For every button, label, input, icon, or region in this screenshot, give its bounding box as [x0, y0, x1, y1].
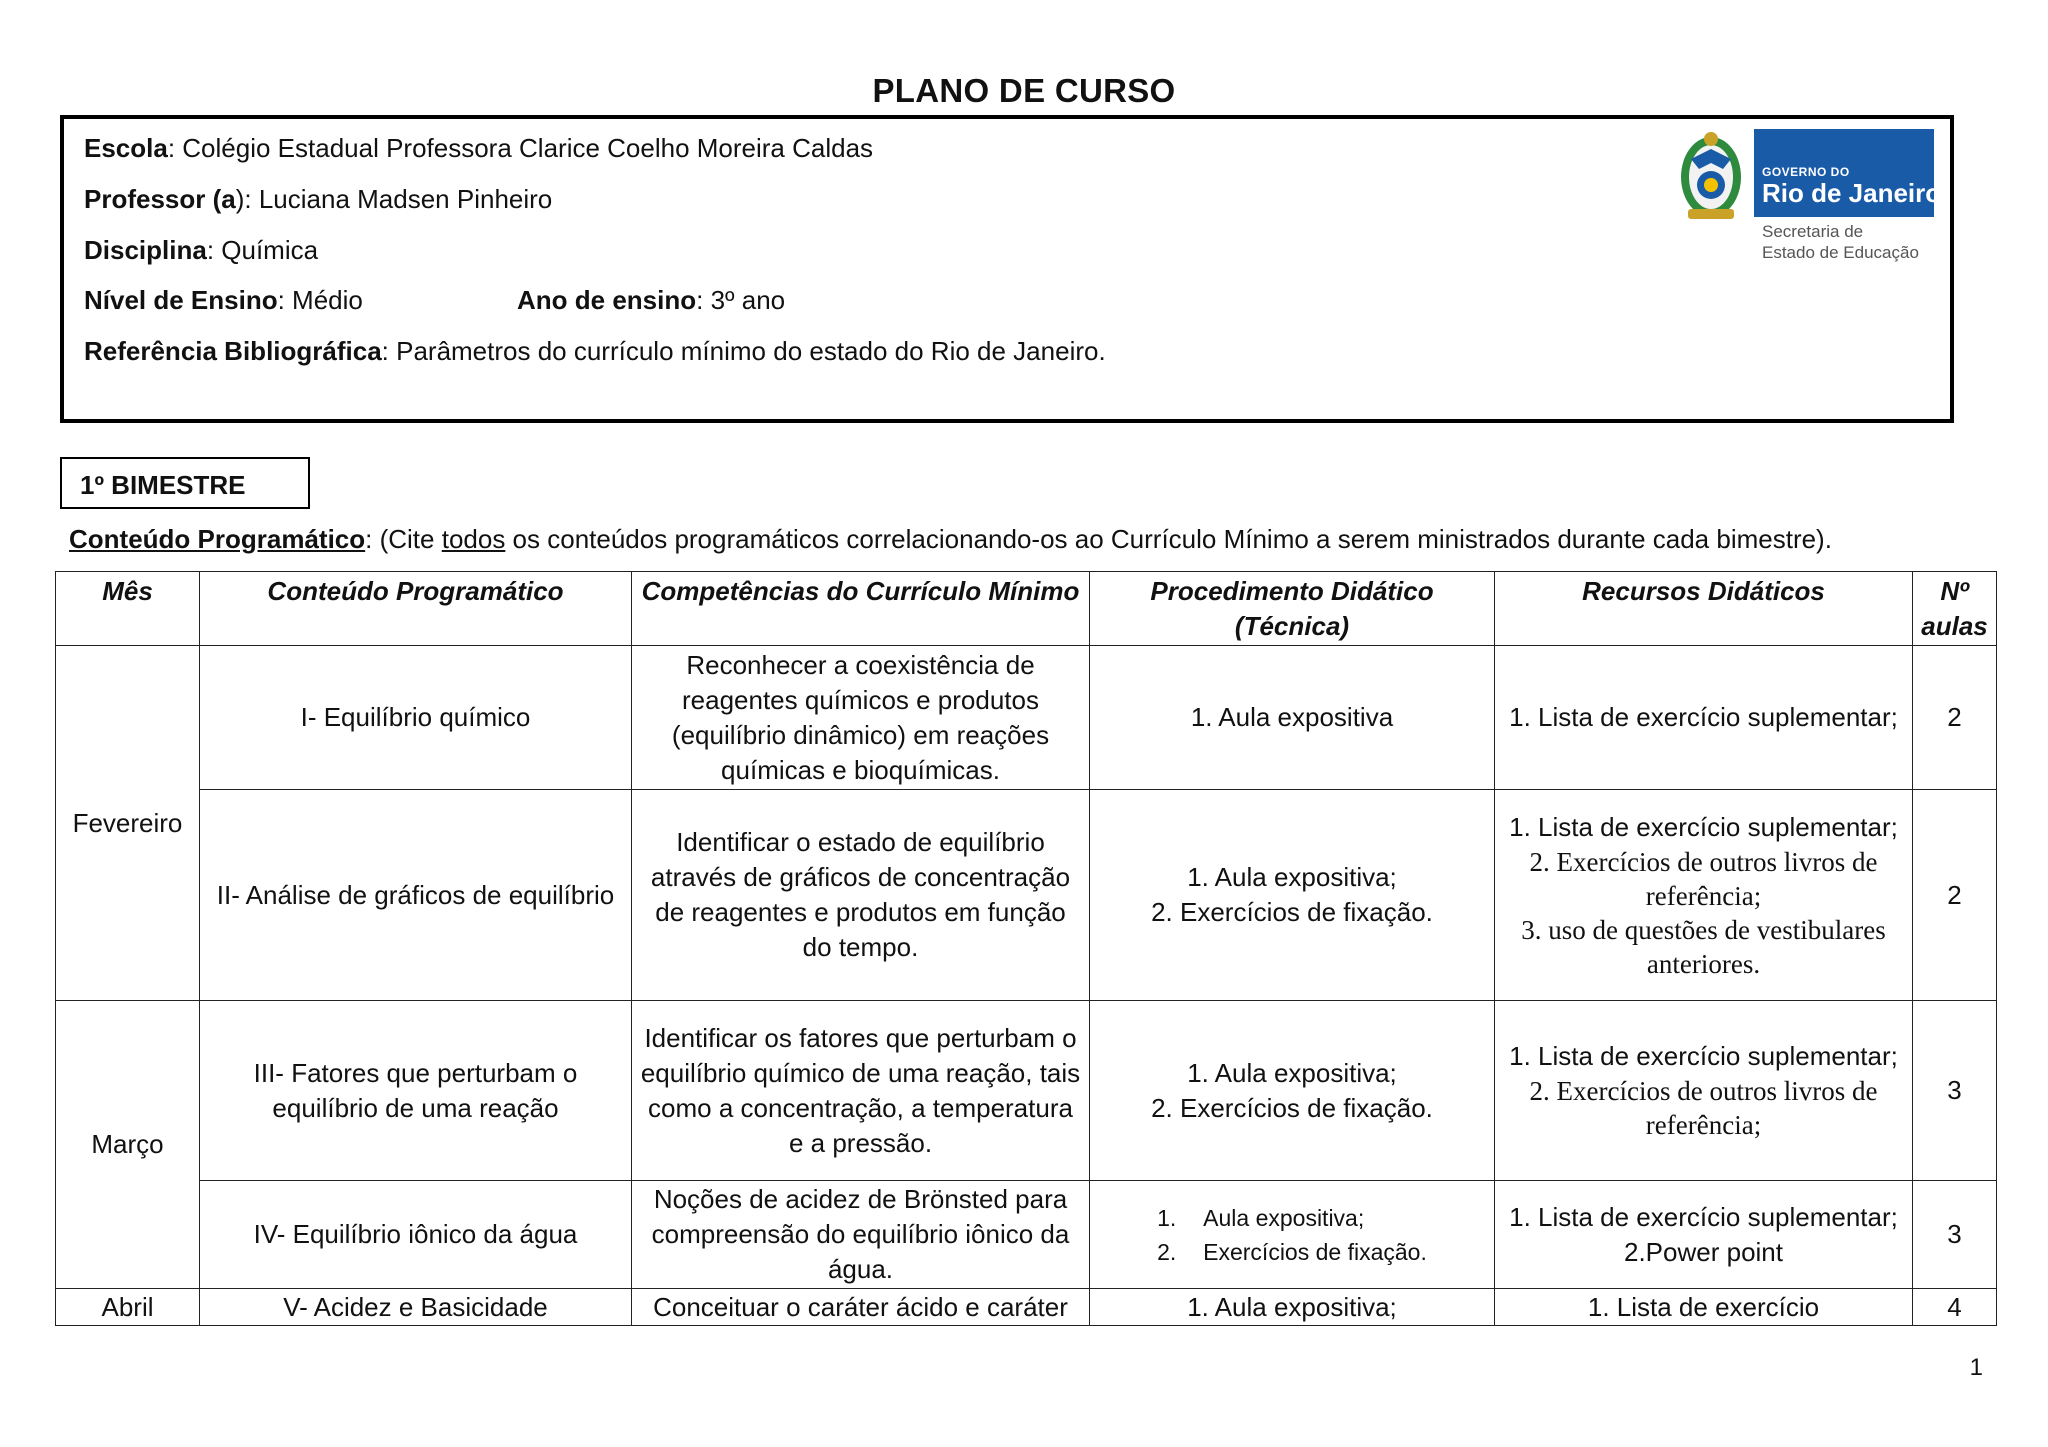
procedimento-cell	[1090, 1001, 1495, 1181]
brand-block	[1754, 129, 1942, 217]
aulas-cell: 2	[1913, 790, 1997, 1001]
disciplina-label: Disciplina	[84, 235, 207, 265]
recursos-item: 1. Lista de exercício	[1587, 1291, 1820, 1322]
recursos-item: 1. Lista de exercício suplementar;	[1509, 1041, 1898, 1071]
recursos-item: 1. Lista de exercício suplementar;	[1509, 702, 1898, 732]
procedimento-item	[1157, 1235, 1427, 1269]
procedimento-cell	[1090, 1181, 1495, 1289]
government-logo	[1678, 129, 1942, 269]
header-conteudo: Conteúdo Programático	[200, 572, 632, 646]
recursos-item: 1. Lista de exercício suplementar;	[1509, 811, 1898, 842]
conteudo-instructions	[69, 524, 1832, 555]
conteudo-cell: V- Acidez e Basicidade	[200, 1289, 632, 1326]
competencias-cell: Noções de acidez de Brönsted para compreensão do equilíbrio iônico da água.	[632, 1181, 1090, 1289]
aulas-cell: 3	[1913, 1181, 1997, 1289]
bimestre-label: 1º BIMESTRE	[60, 457, 310, 509]
procedimento-item	[1157, 1201, 1427, 1235]
month-cell: Abril	[56, 1289, 200, 1326]
table-row	[56, 790, 1997, 1001]
table-row	[56, 646, 1997, 790]
header-mes: Mês	[56, 572, 200, 646]
brand-estado: Rio de Janeiro	[1762, 178, 1942, 208]
table-row	[56, 1001, 1997, 1181]
recursos-cell	[1495, 1001, 1913, 1181]
month-cell: Março	[56, 1001, 200, 1289]
conteudo-note-emphasis: todos	[441, 524, 506, 554]
disciplina-value: : Química	[206, 235, 319, 265]
conteudo-cell: IV- Equilíbrio iônico da água	[200, 1181, 632, 1289]
escola-label: Escola	[84, 133, 168, 163]
list-number: 1.	[1157, 1204, 1177, 1231]
brand-secretaria	[1762, 221, 1919, 263]
list-number: 2.	[1157, 1238, 1177, 1265]
recursos-cell	[1495, 1181, 1913, 1289]
referencia-value: : Parâmetros do currículo mínimo do estado do Rio de Janeiro.	[381, 336, 1106, 366]
aulas-cell: 4	[1913, 1289, 1997, 1326]
conteudo-note-part1: : (Cite	[365, 524, 442, 554]
conteudo-note-label: Conteúdo Programático	[69, 524, 366, 554]
brand-governo: GOVERNO DO	[1762, 165, 1850, 179]
secretaria-line-1: Secretaria de	[1762, 222, 1864, 241]
recursos-item: 2. Exercícios de outros livros de referência;	[1529, 1076, 1878, 1140]
procedimento-cell	[1090, 646, 1495, 790]
recursos-cell	[1495, 790, 1913, 1001]
nivel-value: : Médio	[277, 285, 363, 315]
procedimento-cell	[1090, 790, 1495, 1001]
recursos-item: 1. Lista de exercício suplementar;	[1509, 1201, 1898, 1232]
table-row	[56, 1289, 1997, 1326]
header-aulas-line2: aulas	[1921, 611, 1988, 641]
header-recursos: Recursos Didáticos	[1495, 572, 1913, 646]
procedimento-item: 1. Aula expositiva;	[1187, 1291, 1397, 1322]
ano-field	[517, 285, 785, 316]
procedimento-item: 1. Aula expositiva;	[1187, 862, 1397, 892]
procedimento-item-text: Exercícios de fixação.	[1203, 1238, 1427, 1265]
nivel-label: Nível de Ensino	[84, 285, 278, 315]
secretaria-line-2: Estado de Educação	[1762, 243, 1919, 262]
procedimento-item: 1. Aula expositiva;	[1187, 1057, 1397, 1088]
recursos-cell	[1495, 646, 1913, 790]
conteudo-cell: III- Fatores que perturbam o equilíbrio de uma reação	[200, 1001, 632, 1181]
escola-value: : Colégio Estadual Professora Clarice Coelho Moreira Caldas	[167, 133, 874, 163]
referencia-label: Referência Bibliográfica	[84, 336, 382, 366]
conteudo-note-part2: os conteúdos programáticos correlacionando-os ao Currículo Mínimo a serem ministrados durante cada bimestre).	[505, 524, 1832, 554]
ano-label: Ano de ensino	[517, 285, 697, 315]
escola-line	[84, 133, 873, 164]
competencias-cell: Identificar os fatores que perturbam o equilíbrio químico de uma reação, tais como a concentração, a temperatura e a pressão.	[632, 1001, 1090, 1181]
header-procedimento-line2: (Técnica)	[1234, 611, 1350, 641]
procedimento-item: 2. Exercícios de fixação.	[1151, 897, 1433, 927]
procedimento-list	[1157, 1201, 1427, 1269]
conteudo-cell: I- Equilíbrio químico	[200, 646, 632, 790]
table-row	[56, 1181, 1997, 1289]
procedimento-item: 1. Aula expositiva	[1190, 702, 1394, 732]
nivel-line	[84, 285, 984, 316]
procedimento-item-text: Aula expositiva;	[1203, 1204, 1365, 1231]
recursos-item: 2.Power point	[1624, 1236, 1783, 1267]
professor-value: ): Luciana Madsen Pinheiro	[235, 184, 553, 214]
school-info-box	[60, 115, 1954, 423]
header-competencias: Competências do Currículo Mínimo	[632, 572, 1090, 646]
recursos-item: 2. Exercícios de outros livros de referência;	[1529, 846, 1878, 911]
page-number: 1	[1969, 1354, 1983, 1381]
aulas-cell: 2	[1913, 646, 1997, 790]
competencias-cell: Conceituar o caráter ácido e caráter	[632, 1289, 1090, 1326]
header-procedimento-line1: Procedimento Didático	[1150, 576, 1434, 606]
coat-of-arms-icon	[1678, 129, 1744, 225]
disciplina-line	[84, 235, 318, 266]
page-title: PLANO DE CURSO	[872, 72, 1176, 109]
recursos-cell	[1495, 1289, 1913, 1326]
competencias-cell: Reconhecer a coexistência de reagentes químicos e produtos (equilíbrio dinâmico) em reações químicas e bioquímicas.	[632, 646, 1090, 790]
professor-label: Professor (a	[84, 184, 236, 214]
table-header-row	[56, 572, 1997, 646]
procedimento-cell	[1090, 1289, 1495, 1326]
competencias-cell: Identificar o estado de equilíbrio através de gráficos de concentração de reagentes e produtos em função do tempo.	[632, 790, 1090, 1001]
procedimento-item: 2. Exercícios de fixação.	[1151, 1092, 1433, 1123]
course-plan-table	[55, 571, 1997, 1326]
recursos-item: 3. uso de questões de vestibulares anteriores.	[1521, 914, 1886, 979]
ano-value: : 3º ano	[696, 285, 786, 315]
conteudo-cell: II- Análise de gráficos de equilíbrio	[200, 790, 632, 1001]
aulas-cell: 3	[1913, 1001, 1997, 1181]
month-cell: Fevereiro	[56, 646, 200, 1001]
professor-line	[84, 184, 552, 215]
header-aulas-line1: Nº	[1940, 576, 1969, 606]
header-procedimento	[1090, 572, 1495, 646]
header-aulas	[1913, 572, 1997, 646]
referencia-line	[84, 336, 1106, 367]
